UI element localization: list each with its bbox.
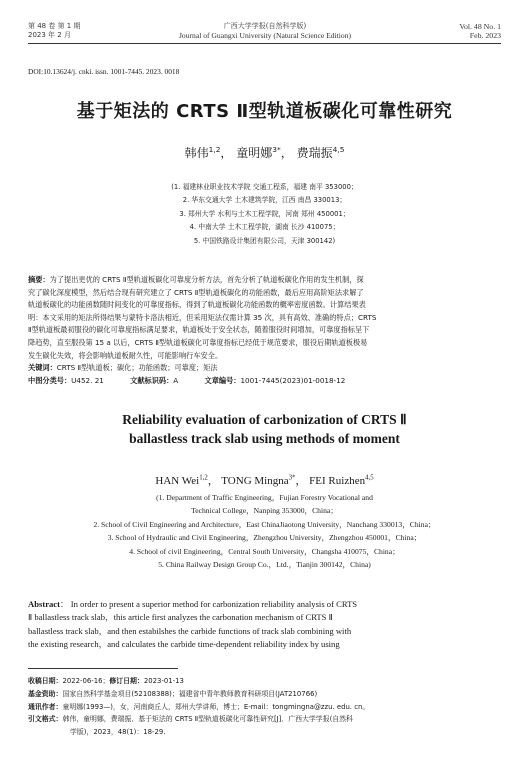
abstract-label: Abstract (28, 599, 60, 609)
abstract-zh (28, 274, 501, 387)
keywords-zh (28, 362, 501, 375)
classification-line (28, 375, 501, 388)
affiliation: 3. 郑州大学 水利与土木工程学院，河南 郑州 450001； (179, 209, 350, 218)
author-affiliation-mark: 4,5 (365, 474, 374, 482)
volume-number: Vol. 48 No. 1 (459, 22, 501, 31)
article-number-label: 文章编号： (204, 375, 241, 385)
abstract-line: 降趋势，直至服役第 15 a 以后，CRTS Ⅱ型轨道板碳化可靠度指标已经低于规范要求，服役后期轨道板极易 (28, 337, 368, 347)
affiliation: (1. 福建林业职业技术学院 交通工程系，福建 南平 353000； (171, 183, 358, 191)
author-separator: ， (280, 146, 293, 160)
affiliation: Technical College，Nanping 353000，China； (191, 506, 338, 516)
affiliation: 4. School of civil Engineering，Central South University，Changsha 410075，China； (129, 546, 400, 556)
journal-name-en: Journal of Guangxi University (Natural Science Edition) (178, 31, 352, 40)
affiliation: (1. Department of Traffic Engineering，Fujian Forestry Vocational and (156, 493, 373, 502)
title-en-line: Reliability evaluation of carbonization of CRTS Ⅱ (122, 412, 407, 427)
author-name: TONG Mingna (221, 475, 289, 487)
author-name: HAN Wei (155, 475, 200, 487)
journal-name-zh: 广西大学学报(自然科学版) (223, 22, 307, 30)
affiliation: 2. School of Civil Engineering and Architecture，East ChinaJiaotong University，Nanchang 330013，China； (93, 519, 436, 529)
keywords-text: CRTS Ⅱ型轨道板；碳化；功能函数；可靠度；矩法 (56, 363, 218, 373)
author-affiliation-mark: 3* (272, 145, 281, 154)
authors-zh (0, 144, 529, 161)
article-number-value: 1001-7445(2023)01-0018-12 (240, 375, 346, 385)
issue-date: 2023 年 2 月 (28, 31, 71, 39)
title-zh: 基于矩法的 CRTS Ⅱ型轨道板碳化可靠性研究 (76, 101, 453, 122)
author-name: 童明娜 (236, 146, 273, 160)
author-affiliation-mark: 1,2 (208, 145, 221, 154)
journal-name (120, 22, 410, 40)
author-name: 韩伟 (184, 146, 209, 160)
affiliations-en (0, 491, 529, 571)
header-rule (28, 43, 501, 44)
footnote-rule (28, 668, 178, 669)
affiliation: 4. 中南大学 土木工程学院，湖南 长沙 410075； (189, 223, 340, 232)
abstract-line: ballastless track slab，and then estabilshes the carbide functions of track slab combining with (28, 625, 352, 636)
abstract-en (28, 598, 501, 651)
funding: 基金资助：国家自然科学基金项目(52108388)；福建省中青年教师教育科研项目(JAT210766) (28, 689, 318, 698)
keywords-label: 关键词： (28, 363, 57, 373)
abstract-line: 发生碳化失效，将会影响轨道板耐久性，可能影响行车安全。 (28, 350, 223, 360)
author-name: 费瑞振 (296, 146, 333, 160)
author-affiliation-mark: 4,5 (332, 145, 345, 154)
affiliation: 2. 华东交通大学 土木建筑学院，江西 南昌 330013； (182, 196, 347, 205)
author-separator: ， (295, 475, 307, 487)
affiliation: 5. 中国铁路设计集团有限公司，天津 300142) (193, 236, 336, 245)
citation: 引文格式：韩伟，童明娜，费瑞振．基于矩法的 CRTS Ⅱ型轨道板碳化可靠性研究[J]．广西大学学报(自然科 (28, 715, 353, 724)
author-separator: ， (220, 146, 233, 160)
abstract-line: Ⅱ型轨道板最初服役的碳化可靠度指标满足要求，轨道板处于安全状态，随着服役时间增加，可靠度指标呈下 (28, 325, 370, 335)
abstract-line: 究了碳化深度模型，然后结合现有研究建立了 CRTS Ⅱ型轨道板碳化的功能函数，最后应用高阶矩法求解了 (28, 287, 364, 297)
footnotes (28, 675, 503, 739)
issue-volume: 第 48 卷 第 1 期 (28, 22, 81, 30)
authors-en (0, 472, 529, 488)
abstract-line: Ⅱ ballastless track slab，this article first analyzes the carbonation mechanism of CRTS Ⅱ (28, 612, 333, 623)
abstract-line: 轨道板碳化的功能函数随时间变化的可靠度指标，得到了轨道板碳化功能函数的概率密度函数。计算结果表 (28, 300, 366, 310)
doc-code-label: 文献标识码： (130, 375, 174, 385)
author-separator: ， (207, 475, 219, 487)
received-dates: 收稿日期：2022-06-16；修订日期：2023-01-13 (28, 677, 184, 685)
abstract-line: the existing research，and calculates the carbide time-dependent reliability index by using (28, 638, 340, 649)
doi: DOI:10.13624/j. cnki. issn. 1001-7445. 2023. 0018 (28, 67, 180, 76)
author-affiliation-mark: 3* (288, 474, 296, 482)
volume-info (459, 22, 501, 40)
affiliation: 5. China Railway Design Group Co.，Ltd.，Tianjin 300142，China) (158, 560, 371, 570)
abstract-line: 摘要：为了提出更优的 CRTS Ⅱ型轨道板碳化可靠度分析方法，首先分析了轨道板碳化作用的发生机制，探 (28, 275, 364, 284)
author-affiliation-mark: 1,2 (199, 474, 208, 482)
author-name: FEI Ruizhen (309, 475, 366, 487)
abstract-line: Abstract： In order to present a superior method for carbonization reliability analysis of CRTS (28, 599, 358, 609)
clc-value: U452. 21 (71, 375, 104, 385)
volume-date: Feb. 2023 (469, 31, 501, 40)
title-en-line: ballastless track slab using methods of moment (129, 431, 400, 446)
abstract-line: 明：本文采用的矩法所得结果与蒙特卡洛法相近，但采用矩法仅需计算 35 次，具有高效、准确的特点；CRTS (28, 312, 377, 322)
corresponding-author: 通讯作者：童明娜(1993—)，女，河南商丘人，郑州大学讲师，博士；E-mail：tongmingna@zzu. edu. cn。 (28, 702, 370, 711)
title-en (0, 410, 529, 448)
citation-continued: 学版)，2023，48(1)：18-29. (70, 728, 166, 737)
doc-code-value: A (173, 375, 179, 385)
issue-info (28, 22, 81, 40)
affiliation: 3. School of Hydraulic and Civil Engineering，Zhengzhou University，Zhengzhou 450001，China； (107, 533, 422, 543)
abstract-label: 摘要： (28, 275, 50, 284)
affiliations-zh (0, 181, 529, 248)
clc-label: 中图分类号： (28, 375, 72, 385)
